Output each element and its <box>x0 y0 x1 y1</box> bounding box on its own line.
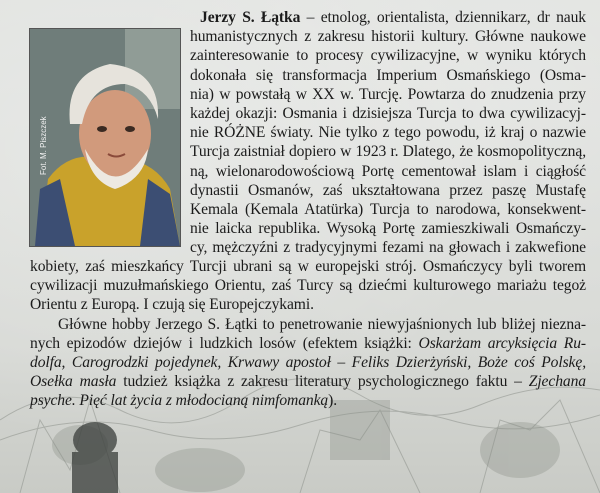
text-line: dolfa, Carogrodzki pojedynek, Krwawy apostoł – Feliks Dzierżyński, Boże coś Polskę, <box>30 353 586 371</box>
author-name: Jerzy S. Łątka <box>200 9 301 26</box>
text-line: Turcja zaistniał dopiero w 1923 r. Dlatego, że kosmopolityczną, <box>190 143 586 161</box>
text-line: cy, mężczyźni z tradycyjnymi fezami na głowach i zakwefione <box>190 239 586 257</box>
text-line: cywilizacji muzułmańskiego Orientu, zaś Turcy są dziećmi kulturowego mariażu tegoż <box>30 277 586 295</box>
text-line: Główne hobby Jerzego S. Łątki to penetrowanie niewyjaśnionych lub bliżej niezna- <box>58 315 586 333</box>
text-line: Osełka masła tudzież książka z zakresu literatury psychologicznego faktu – Zjechana <box>30 373 586 391</box>
text-line: każdej okazji: Osmania i dzisiejsza Turcja to dwa cywilizacyj- <box>190 104 586 122</box>
text-line: nia) w powstałą w XX w. Turcję. Powtarza do znudzenia przy <box>190 85 586 103</box>
bio-paragraph-top <box>190 8 586 257</box>
text-line: Jerzy S. Łątka – etnolog, orientalista, dziennikarz, dr nauk <box>200 9 586 26</box>
author-photo <box>30 29 180 246</box>
text-line: humanistycznych z zakresu historii kultury. Główne naukowe <box>190 28 586 46</box>
text-line: dynastii Osmanów, zaś ukształtowana przez paszę Mustafę <box>190 181 586 199</box>
text-line: zainteresowanie to procesy cywilizacyjne, w wyniku których <box>190 47 586 65</box>
photo-credit: Fot. M. Piszczek <box>39 116 48 175</box>
text-line: dokonała się transformacja Imperium Osmańskiego (Osma- <box>190 66 586 84</box>
text-line: ną, wielonarodowościową Portę cementował islam i ciągłość <box>190 162 586 180</box>
portrait-illustration <box>30 29 180 246</box>
text-line: nie laicka republika. Wysoką Portę zamieszkiwali Osmańczy- <box>190 220 586 238</box>
bio-paragraph-bottom <box>30 257 586 411</box>
text-line: nych epizodów dziejów i ludzkich losów (efektem książki: Oskarżam arcyksięcia Ru- <box>30 334 586 352</box>
text-line: Kemala (Kemala Atatürka) Turcja to narodowa, konsekwent- <box>190 200 586 218</box>
text-line: nie RÓŻNE światy. Nie tylko z tego powodu, iż kraj o nazwie <box>190 124 586 142</box>
text-line: Orientu z Europą. I czują się Europejczykami. <box>30 296 314 314</box>
text-line: kobiety, zaś mieszkańcy Turcji ubrani są w europejski strój. Osmańczycy byli tworem <box>30 258 586 275</box>
text-line: psyche. Pięć lat życia z młodocianą nimfomanką). <box>30 392 338 410</box>
